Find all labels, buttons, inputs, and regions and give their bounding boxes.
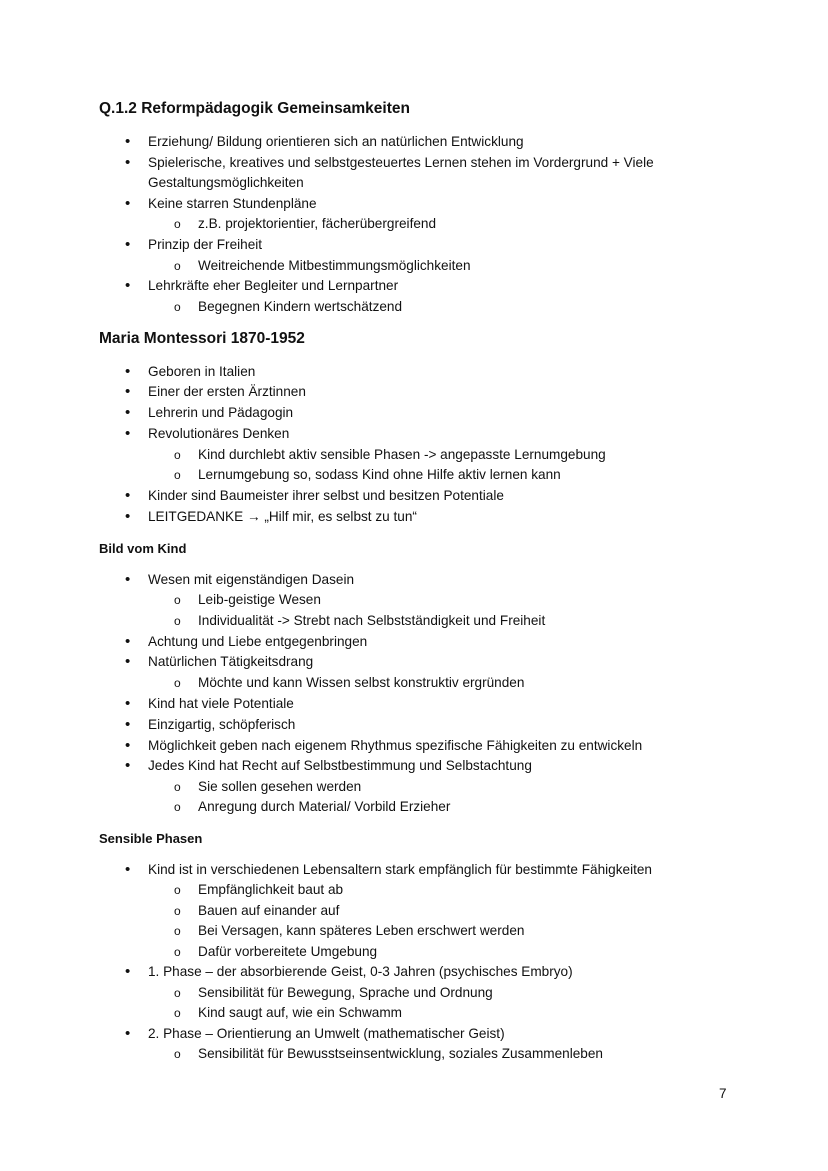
sub-list-item: o Anregung durch Material/ Vorbild Erzieher	[198, 799, 450, 814]
sub-list-item: o Begegnen Kindern wertschätzend	[198, 299, 402, 314]
sub-list-item: o Bauen auf einander auf	[198, 903, 339, 918]
list-item: • Kinder sind Baumeister ihrer selbst und besitzen Potentiale	[148, 488, 504, 503]
sub-list-item: o Dafür vorbereitete Umgebung	[198, 944, 377, 959]
section-heading-sensible-phasen: Sensible Phasen	[99, 831, 203, 846]
list-item: • Prinzip der Freiheit	[148, 237, 262, 252]
sub-list-item: o Kind saugt auf, wie ein Schwamm	[198, 1005, 402, 1020]
list-item: • Kind ist in verschiedenen Lebensaltern stark empfänglich für bestimmte Fähigkeiten	[148, 862, 652, 877]
list-item: • 1. Phase – der absorbierende Geist, 0-3 Jahren (psychisches Embryo)	[148, 964, 573, 979]
sub-list-item: o Empfänglichkeit baut ab	[198, 882, 343, 897]
list-item: • Erziehung/ Bildung orientieren sich an natürlichen Entwicklung	[148, 134, 524, 149]
list-item: • Einer der ersten Ärztinnen	[148, 384, 306, 399]
section-heading-bild-vom-kind: Bild vom Kind	[99, 541, 187, 556]
list-item: • Wesen mit eigenständigen Dasein	[148, 572, 354, 587]
sub-list-item: o Sensibilität für Bewusstseinsentwicklung, soziales Zusammenleben	[198, 1046, 603, 1061]
list-item: • Revolutionäres Denken	[148, 426, 289, 441]
list-item: • Geboren in Italien	[148, 364, 255, 379]
list-item: • Lehrkräfte eher Begleiter und Lernpartner	[148, 278, 398, 293]
list-item: • Spielerische, kreatives und selbstgesteuertes Lernen stehen im Vordergrund + Viele	[148, 155, 654, 170]
sub-list-item: o Lernumgebung so, sodass Kind ohne Hilfe aktiv lernen kann	[198, 467, 561, 482]
list-item: • Keine starren Stundenpläne	[148, 196, 317, 211]
list-item: • Lehrerin und Pädagogin	[148, 405, 293, 420]
sub-list-item: o Bei Versagen, kann späteres Leben erschwert werden	[198, 923, 524, 938]
list-item: • Achtung und Liebe entgegenbringen	[148, 634, 367, 649]
sub-list-item: o Kind durchlebt aktiv sensible Phasen -> angepasste Lernumgebung	[198, 447, 606, 462]
section-heading-montessori: Maria Montessori 1870-1952	[99, 330, 305, 347]
list-item-leitgedanke: • LEITGEDANKE → „Hilf mir, es selbst zu tun“	[148, 509, 417, 524]
list-item: • Einzigartig, schöpferisch	[148, 717, 295, 732]
list-item-continuation: Gestaltungsmöglichkeiten	[148, 175, 304, 190]
list-item: • Kind hat viele Potentiale	[148, 696, 294, 711]
list-item: • Jedes Kind hat Recht auf Selbstbestimmung und Selbstachtung	[148, 758, 532, 773]
list-item: • 2. Phase – Orientierung an Umwelt (mathematischer Geist)	[148, 1026, 505, 1041]
sub-list-item: o Sie sollen gesehen werden	[198, 779, 361, 794]
section-heading-reformpaedagogik: Q.1.2 Reformpädagogik Gemeinsamkeiten	[99, 100, 410, 117]
sub-list-item: o Individualität -> Strebt nach Selbstständigkeit und Freiheit	[198, 613, 545, 628]
list-item: • Natürlichen Tätigkeitsdrang	[148, 654, 313, 669]
list-item: • Möglichkeit geben nach eigenem Rhythmus spezifische Fähigkeiten zu entwickeln	[148, 738, 642, 753]
sub-list-item: o z.B. projektorientier, fächerübergreifend	[198, 216, 436, 231]
sub-list-item: o Weitreichende Mitbestimmungsmöglichkeiten	[198, 258, 471, 273]
sub-list-item: o Möchte und kann Wissen selbst konstruktiv ergründen	[198, 675, 524, 690]
page-number: 7	[719, 1086, 727, 1101]
sub-list-item: o Leib-geistige Wesen	[198, 592, 321, 607]
sub-list-item: o Sensibilität für Bewegung, Sprache und Ordnung	[198, 985, 493, 1000]
